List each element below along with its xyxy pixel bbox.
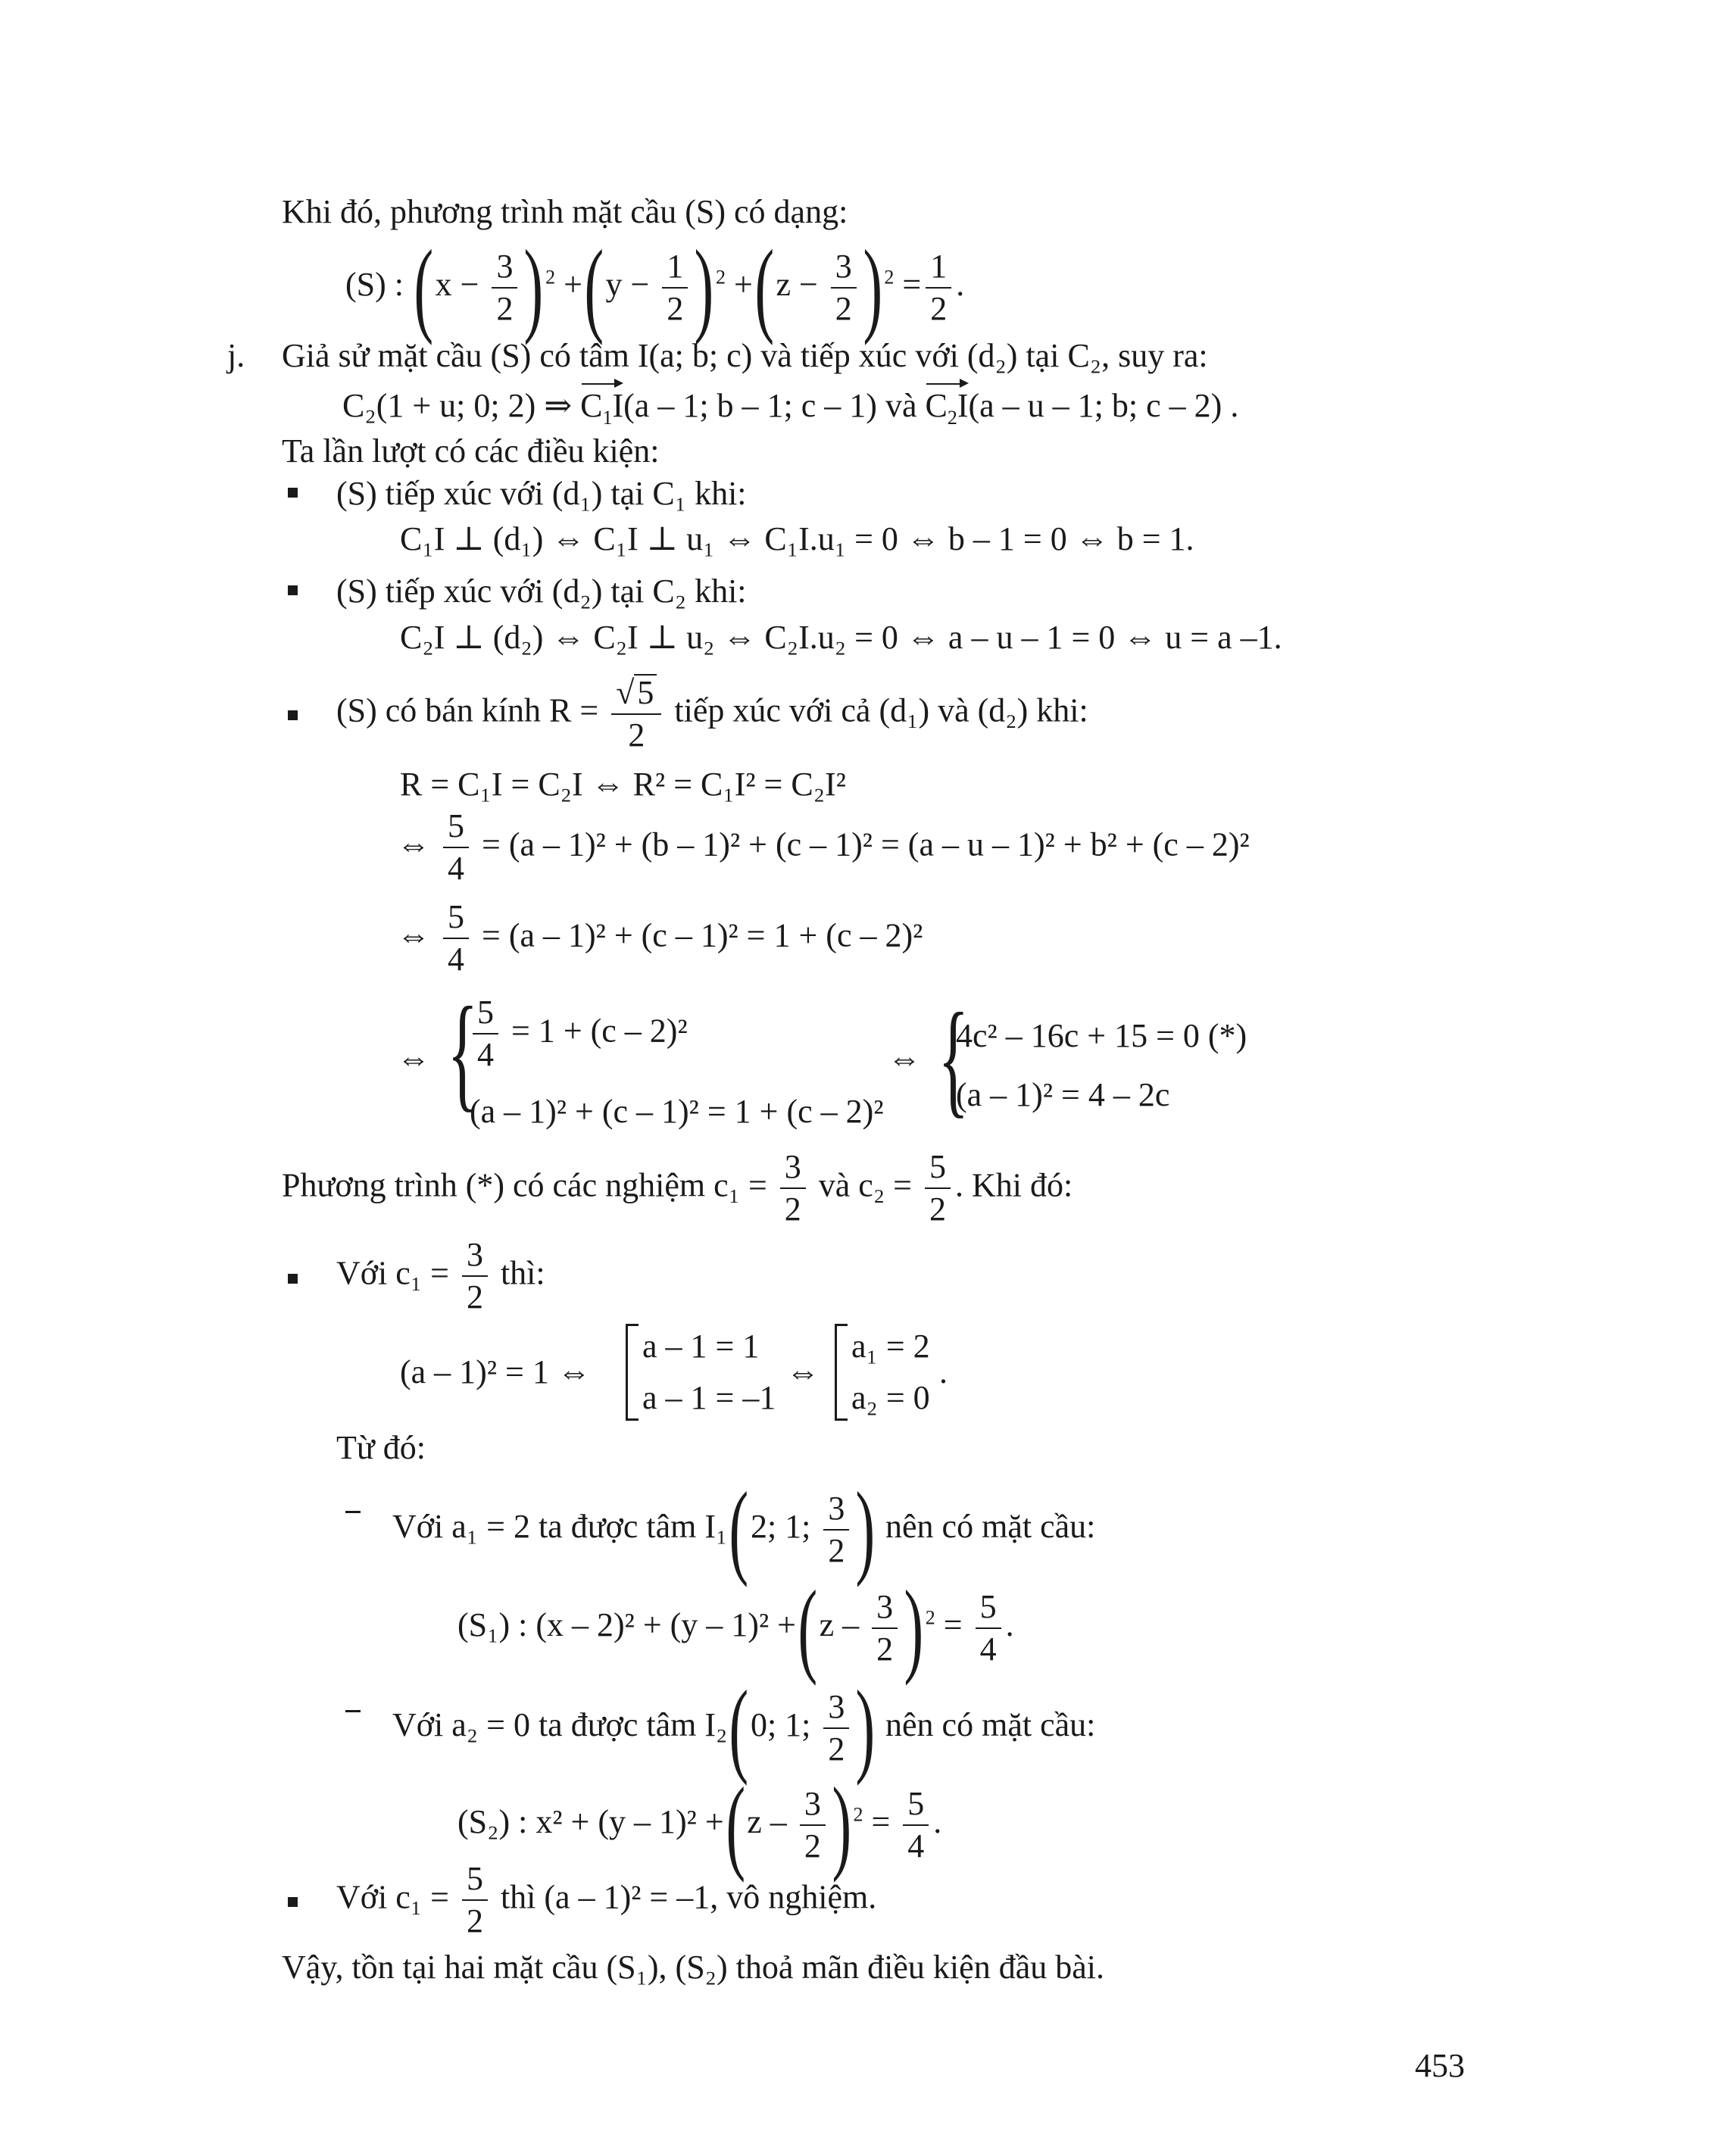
part-j-line1: Giả sử mặt cầu (S) có tâm I(a; b; c) và tiếp xúc với (d₂) tại C₂, suy ra:: [282, 337, 1208, 374]
intro-text: Khi đó, phương trình mặt cầu (S) có dạng:: [282, 193, 848, 230]
tu-do: Từ đó:: [336, 1429, 426, 1466]
case1-dot: .: [939, 1353, 948, 1390]
bracket-1: [626, 1324, 639, 1421]
system-brace-2: {: [938, 987, 969, 1129]
case1-r1: a₁ = 2: [851, 1328, 930, 1365]
case1-iff: ⇔: [786, 1353, 820, 1390]
page-number: 453: [1415, 2047, 1465, 2084]
bracket-2: [835, 1324, 848, 1421]
s2-equation: (S₂) : x² + (y – 1)² +(z – $\frac{3}{2}$ )$^2$ = $\frac{5}{4}$ .: [457, 1766, 942, 1883]
case1-b: a – 1 = –1: [642, 1379, 776, 1416]
case1-title: Với c₁ = $\frac{3}{2}$ thì:: [336, 1236, 545, 1316]
bullet1-eq: C₁I ⊥ (d₁) ⇔ C₁I ⊥ u₁ ⇔ C₁I.u₁ = 0 ⇔ b – 1 = 0 ⇔ b = 1.: [400, 520, 1194, 557]
system-iff-2: ⇔: [888, 1040, 921, 1077]
s1-equation: (S₁) : (x – 2)² + (y – 1)² +(z – $\frac{3}{2}$ )$^2$ = $\frac{5}{4}$ .: [457, 1569, 1014, 1687]
radius-line: R = C₁I = C₂I ⇔ R² = C₁I² = C₂I²: [400, 766, 846, 803]
system2-eq-b: (a – 1)² = 4 – 2c: [956, 1076, 1170, 1113]
bullet-4: [288, 1274, 298, 1284]
sphere-equation: (S) : (x − $\frac{3}{2}$ )$^2$ +(y − $\frac{1}{2}$ )$^2$ +(z − $\frac{3}{2}$ )$^2$ = $\frac{1}{2}$ .: [345, 229, 965, 346]
system2-eq-a: 4c² – 16c + 15 = 0 (*): [956, 1017, 1247, 1054]
bullet1-title: (S) tiếp xúc với (d₁) tại C₁ khi:: [336, 475, 747, 512]
case1-a: a – 1 = 1: [642, 1328, 760, 1365]
bullet2-eq: C₂I ⊥ (d₂) ⇔ C₂I ⊥ u₂ ⇔ C₂I.u₂ = 0 ⇔ a – u – 1 = 0 ⇔ u = a –1.: [400, 619, 1282, 656]
part-j-line2: C₂(1 + u; 0; 2) ⇒ $C_1I(a - 1$; b – 1; c – 1) và $C_2I(a$ – u – 1; b; c – 2) .: [342, 387, 1239, 429]
case1-eq: (a – 1)² = 1 ⇔: [400, 1353, 591, 1390]
system-iff-1: ⇔: [397, 1040, 430, 1077]
bullet2-title: (S) tiếp xúc với (d₂) tại C₂ khi:: [336, 573, 747, 610]
bullet-3: [288, 710, 298, 720]
roots-line: Phương trình (*) có các nghiệm c₁ = $\frac{3}{2}$ và c₂ = $\frac{5}{2}$ . Khi đó:: [282, 1148, 1073, 1228]
equiv-line-1: ⇔ $\frac{5}{4}$ = (a – 1)² + (b – 1)² + (c – 1)² = (a – u – 1)² + b² + (c – 2)²: [397, 807, 1250, 888]
system-brace-1: {: [447, 981, 479, 1123]
s2-center: Với a₂ = 0 ta được tâm I₂(0; 1; $\frac{3}{2}$ ) nên có mặt cầu:: [392, 1669, 1096, 1787]
part-label: j.: [227, 337, 245, 374]
equiv-line-2: ⇔ $\frac{5}{4}$ = (a – 1)² + (c – 1)² = 1 + (c – 2)²: [397, 898, 923, 978]
conclusion: Vậy, tồn tại hai mặt cầu (S₁), (S₂) thoả mãn điều kiện đầu bài.: [282, 1949, 1104, 1986]
case2-line: Với c₁ = $\frac{5}{2}$ thì (a – 1)² = –1, vô nghiệm.: [336, 1860, 877, 1940]
system1-eq-b: (a – 1)² + (c – 1)² = 1 + (c – 2)²: [470, 1093, 884, 1130]
bullet-5: [288, 1897, 298, 1907]
dash-2: [345, 1710, 361, 1712]
case1-r2: a₂ = 0: [851, 1379, 930, 1416]
system1-eq-a: $\frac{5}{4}$ = 1 + (c – 2)²: [468, 995, 688, 1072]
s1-center: Với a₁ = 2 ta được tâm I₁(2; 1; $\frac{3}{2}$ ) nên có mặt cầu:: [392, 1471, 1096, 1588]
bullet3-line: (S) có bán kính R = $\frac{√5}{2}$ tiếp xúc với cả (d₁) và (d₂) khi:: [336, 674, 1088, 754]
dash-1: [345, 1511, 361, 1513]
bullet-2: [288, 585, 298, 595]
part-j-line3: Ta lần lượt có các điều kiện:: [282, 432, 660, 470]
bullet-1: [288, 488, 298, 498]
